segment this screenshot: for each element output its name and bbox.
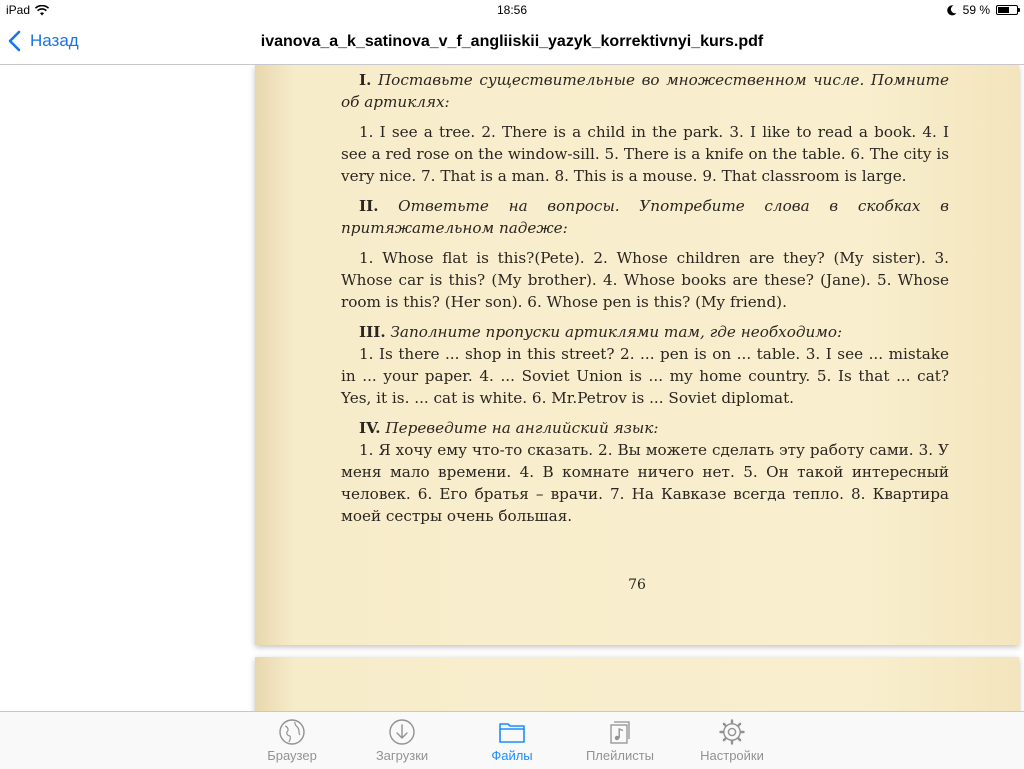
tab-settings[interactable] [682, 718, 782, 763]
page-text [341, 65, 949, 527]
section-body: 1. Whose flat is this?(Pete). 2. Whose children are they? (My sister). 3. Whose car is this? (My brother). 4. Whose books are these? (Jane). 5. Whose room is this? (Her son). 6. Whose pen is this? (My friend). [341, 249, 949, 311]
battery-icon [996, 5, 1018, 15]
section-heading-text: Переведите на английский язык: [385, 419, 659, 437]
next-pdf-page[interactable] [255, 657, 1019, 711]
section-body: 1. Я хочу ему что-то сказать. 2. Вы можете сделать эту работу сами. 3. У меня мало времени. 4. В комнате ничего нет. 5. Он такой интересный человек. 6. Его братья – врачи. 7. На Кавказе всегда тепло. 8. Квартира моей сестры очень большая. [341, 441, 949, 525]
playlist-icon [606, 718, 634, 746]
section-heading [341, 195, 949, 239]
tab-label: Плейлисты [585, 748, 655, 763]
section-heading-text: Ответьте на вопросы. Употребите слова в скобках в притяжательном падеже: [341, 197, 949, 237]
section-heading [341, 321, 949, 343]
tab-playlists[interactable] [570, 718, 670, 763]
section-heading-text: Заполните пропуски артиклями там, где необходимо: [390, 323, 843, 341]
tab-label: Файлы [491, 748, 533, 763]
tab-bar [0, 711, 1024, 769]
document-title: ivanova_a_k_satinova_v_f_angliiskii_yazyk_korrektivnyi_kurs.pdf [260, 33, 764, 50]
section-number: II. [359, 197, 379, 215]
battery-percent: 59 % [962, 3, 990, 17]
globe-icon [278, 718, 306, 746]
folder-icon [498, 718, 526, 746]
tab-label: Браузер [267, 748, 317, 763]
tab-label: Настройки [700, 748, 764, 763]
section-heading [341, 69, 949, 113]
section-heading [341, 417, 949, 439]
tab-label: Загрузки [375, 748, 429, 763]
back-label: Назад [30, 31, 79, 50]
section-number: I. [359, 71, 372, 89]
battery-fill [998, 7, 1009, 13]
device-label: iPad [6, 3, 31, 17]
navigation-bar [0, 22, 1024, 65]
gear-icon [718, 718, 746, 746]
pdf-viewer[interactable] [0, 65, 1024, 711]
status-time: 18:56 [496, 3, 528, 17]
tab-downloads[interactable] [352, 718, 452, 763]
section-heading-text: Поставьте существительные во множественном числе. Помните об артиклях: [341, 71, 949, 111]
section-body: 1. I see a tree. 2. There is a child in the park. 3. I like to read a book. 4. I see a red rose on the window-sill. 5. There is a knife on the table. 6. The city is very nice. 7. That is a man. 8. This is a mouse. 9. That classroom is large. [341, 123, 949, 185]
tab-files[interactable] [462, 718, 562, 763]
pdf-page[interactable] [255, 65, 1019, 645]
tab-browser[interactable] [242, 718, 342, 763]
section-number: III. [359, 323, 386, 341]
download-icon [388, 718, 416, 746]
section-body: 1. Is there ... shop in this street? 2. ... pen is on ... table. 3. I see ... mistake in ... your paper. 4. ... Soviet Union is ... my home country. 5. Is that ... cat? Yes, it is. ... cat is white. 6. Mr.Petrov is ... Soviet diplomat. [341, 345, 949, 407]
section-number: IV. [359, 419, 381, 437]
page-number: 76 [628, 577, 646, 593]
status-bar [0, 0, 1024, 22]
moon-icon [947, 5, 957, 16]
